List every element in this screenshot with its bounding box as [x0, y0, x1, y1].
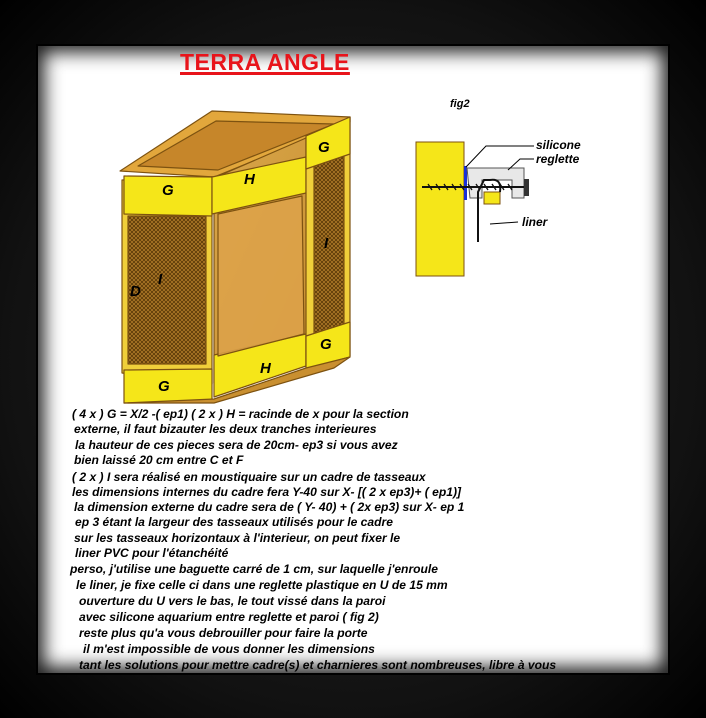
instructions-text — [38, 402, 668, 673]
fig2-screw-head — [524, 179, 529, 196]
instruction-line: ( 2 x ) I sera réalisé en moustiquaire sur un cadre de tasseaux — [72, 470, 426, 484]
instruction-line: avec silicone aquarium entre reglette et paroi ( fig 2) — [79, 610, 379, 624]
instruction-line: les dimensions internes du cadre fera Y-40 sur X- [( 2 x ep3)+ ( ep1)] — [72, 485, 462, 499]
instruction-line: le liner, je fixe celle ci dans une reglette plastique en U de 15 mm — [76, 578, 448, 592]
fig2-silicone — [464, 166, 467, 200]
label-H-front-top: H — [244, 171, 255, 188]
instruction-line: bien laissé 20 cm entre C et F — [74, 453, 244, 467]
instruction-line: la dimension externe du cadre sera de ( Y- 40) + ( 2x ep3) sur X- ep 1 — [74, 500, 465, 514]
fig2-callout-reglette: reglette — [536, 152, 580, 166]
instruction-line: sur les tasseaux horizontaux à l'interieur, on peut fixer le — [74, 531, 401, 545]
label-G-front-top: G — [162, 182, 174, 199]
instruction-line: reste plus qu'a vous debrouiller pour faire la porte — [79, 626, 368, 640]
instruction-line: ouverture du U vers le bas, le tout vissé dans la paroi — [79, 594, 386, 608]
fig2-detail — [416, 98, 581, 276]
diagram-sheet — [38, 46, 668, 673]
front-glass-face — [218, 196, 304, 356]
fig2-callout-silicone: silicone — [536, 138, 581, 152]
label-I-right: I — [324, 235, 329, 252]
label-D-left: D — [130, 283, 141, 300]
label-H-bottom: H — [260, 360, 271, 377]
instruction-line: il m'est impossible de vous donner les dimensions — [83, 642, 375, 656]
label-G-right-bottom: G — [320, 336, 332, 353]
fig2-wall — [416, 142, 464, 276]
right-mesh-panel — [314, 150, 344, 342]
fig2-label: fig2 — [450, 98, 470, 110]
terrarium-3d — [120, 111, 350, 403]
instruction-line: ep 3 étant la largeur des tasseaux utilisés pour le cadre — [75, 515, 393, 529]
instruction-line: externe, il faut bizauter les deux tranches interieures — [74, 422, 377, 436]
label-I-left: I — [158, 271, 163, 288]
fig2-callout-liner: liner — [522, 215, 548, 229]
page-title: TERRA ANGLE — [180, 49, 350, 75]
fig2-baguette — [484, 192, 500, 204]
label-G-right-top: G — [318, 139, 330, 156]
instruction-line: liner PVC pour l'étanchéité — [75, 546, 229, 560]
instruction-line: la hauteur de ces pieces sera de 20cm- ep3 si vous avez — [75, 438, 398, 452]
label-G-bottom: G — [158, 378, 170, 395]
instruction-line: ( 4 x ) G = X/2 -( ep1) ( 2 x ) H = racinde de x pour la section — [72, 407, 409, 421]
instruction-line: perso, j'utilise une baguette carré de 1 cm, sur laquelle j'enroule — [70, 562, 439, 576]
terrarium-drawing — [38, 46, 668, 406]
instruction-line: tant les solutions pour mettre cadre(s) et charnieres sont nombreuses, libre à vous — [79, 658, 557, 672]
